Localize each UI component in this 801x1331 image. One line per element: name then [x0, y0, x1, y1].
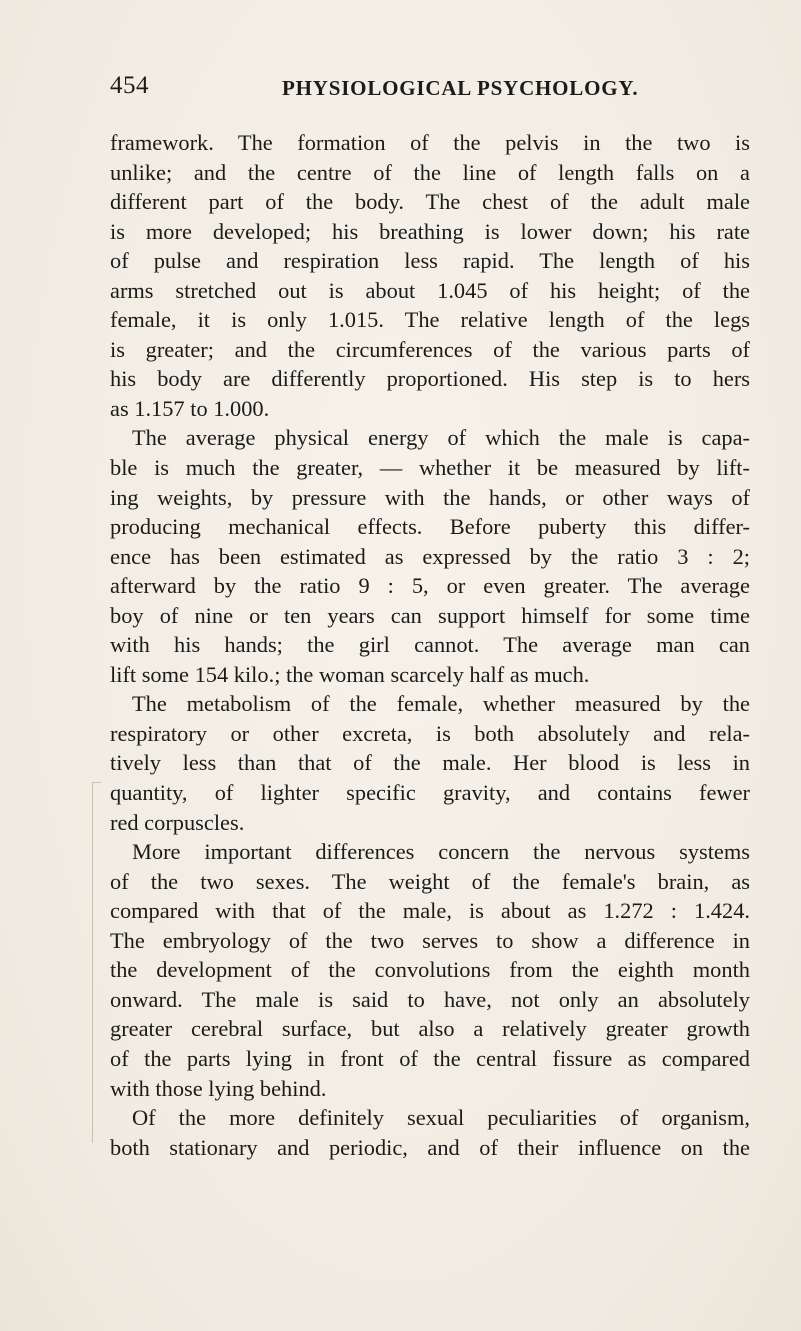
paragraph-first-line: Of the more definitely sexual peculiarities of organism,	[132, 1105, 750, 1131]
paragraph-first-line: The metabolism of the female, whether measured by the	[132, 691, 750, 717]
text-line: both stationary and periodic, and of their influence on the	[110, 1134, 750, 1160]
text-line: greater cerebral surface, but also a relatively greater growth	[110, 1016, 750, 1042]
text-line: of the two sexes. The weight of the female's brain, as	[110, 868, 750, 894]
text-line: arms stretched out is about 1.045 of his height; of the	[110, 277, 750, 303]
text-line: framework. The formation of the pelvis in the two is	[110, 130, 750, 155]
text-line: ing weights, by pressure with the hands, or other ways of	[110, 484, 750, 510]
text-line: afterward by the ratio 9 : 5, or even greater. The average	[110, 573, 750, 599]
text-line: lift some 154 kilo.; the woman scarcely half as much.	[110, 661, 590, 687]
text-line: ble is much the greater, — whether it be measured by lift-	[110, 455, 750, 481]
text-line: quantity, of lighter specific gravity, and contains fewer	[110, 780, 750, 806]
paragraph-first-line: More important differences concern the nervous systems	[132, 839, 750, 865]
text-line: boy of nine or ten years can support himself for some time	[110, 602, 750, 628]
text-line: of the parts lying in front of the central fissure as compared	[110, 1045, 750, 1071]
text-line: onward. The male is said to have, not only an absolutely	[110, 986, 750, 1012]
text-line: compared with that of the male, is about as 1.272 : 1.424.	[110, 898, 750, 924]
text-line: is greater; and the circumferences of the various parts of	[110, 336, 750, 362]
body-text	[110, 128, 750, 1162]
text-line: the development of the convolutions from the eighth month	[110, 957, 750, 983]
text-line: different part of the body. The chest of the adult male	[110, 189, 750, 215]
paragraph-first-line: The average physical energy of which the male is capa-	[132, 425, 750, 451]
text-line: unlike; and the centre of the line of length falls on a	[110, 159, 750, 185]
page-header	[110, 72, 750, 106]
text-line: ence has been estimated as expressed by the ratio 3 : 2;	[110, 543, 750, 569]
text-line: with his hands; the girl cannot. The average man can	[110, 632, 750, 658]
text-line: respiratory or other excreta, is both absolutely and rela-	[110, 720, 750, 746]
text-line: his body are differently proportioned. His step is to hers	[110, 366, 750, 392]
text-line: tively less than that of the male. Her blood is less in	[110, 750, 750, 776]
text-line: is more developed; his breathing is lower down; his rate	[110, 218, 750, 244]
text-line: as 1.157 to 1.000.	[110, 395, 270, 421]
page-number: 454	[110, 72, 149, 99]
text-line: female, it is only 1.015. The relative length of the legs	[110, 307, 750, 333]
margin-bracket-mark	[92, 782, 101, 1143]
text-line: producing mechanical effects. Before puberty this differ-	[110, 514, 750, 540]
text-line: red corpuscles.	[110, 809, 245, 835]
text-line: with those lying behind.	[110, 1075, 327, 1101]
text-line: of pulse and respiration less rapid. The length of his	[110, 248, 750, 274]
text-line: The embryology of the two serves to show a difference in	[110, 927, 750, 953]
running-head: PHYSIOLOGICAL PSYCHOLOGY.	[282, 76, 639, 100]
